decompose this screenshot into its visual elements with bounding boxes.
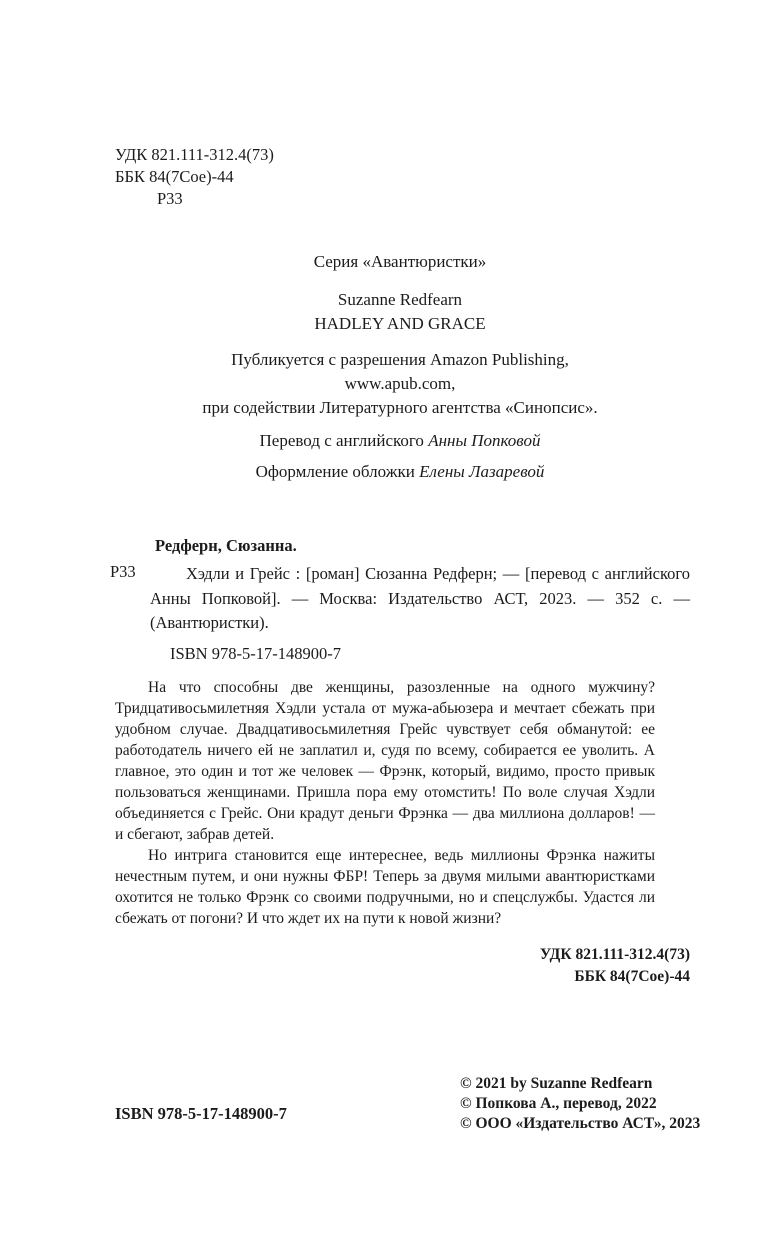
- translator-name: Анны Попковой: [428, 431, 541, 450]
- bbk-code-bottom: ББК 84(7Сое)-44: [574, 968, 690, 985]
- catalog-author: Редферн, Сюзанна.: [155, 536, 297, 555]
- footer-isbn: ISBN 978-5-17-148900-7: [115, 1104, 287, 1123]
- translator-credit-label: Перевод с английского: [259, 431, 429, 450]
- cover-designer-credit: [110, 461, 690, 483]
- original-author: Suzanne Redfearn: [337, 290, 463, 309]
- copyright-block: [460, 1074, 700, 1134]
- udk-code-top: УДК 821.111-312.4(73): [115, 145, 274, 164]
- catalog-entry: Хэдли и Грейс : [роман] Сюзанна Редферн; — [перевод с английского Анны Попковой]. — Москва: Издательство АСТ, 2023. — 352 с. — (Авантюристки).: [150, 564, 690, 632]
- annotation-paragraph-1: На что способны две женщины, разозленные на одного мужчину? Тридцативосьмилетняя Хэдли устала от мужа-абьюзера и мечтает сбежать при удобном случае. Двадцативосьмилетняя Грейс чувствует себя обманутой: ее работодатель ничего ей не заплатил и, судя по всему, собирается ее уволить. А главное, это один и тот же человек — Фрэнк, который, видимо, просто привык пользоваться женщинами. Пришла пора ему отомстить! По воле случая Хэдли объединяется с Грейс. Они крадут деньги Фрэнка — два миллиона долларов! — и сбегают, забрав детей.: [115, 679, 655, 843]
- catalog-isbn: ISBN 978-5-17-148900-7: [170, 644, 341, 663]
- rights-note-line: при содействии Литературного агентства «Синопсис».: [202, 398, 598, 417]
- copyright-line-original: © 2021 by Suzanne Redfearn: [460, 1075, 653, 1092]
- copyright-line-publisher: © ООО «Издательство АСТ», 2023: [460, 1115, 701, 1132]
- bottom-codes-block: [115, 944, 690, 988]
- annotation-paragraph-2: Но интрига становится еще интереснее, ведь миллионы Фрэнка нажиты нечестным путем, и они нужны ФБР! Теперь за двумя милыми авантюристками охотится не только Фрэнк со своими подручными, но и спецслужбы. Удастся ли сбежать от погони? И что ждет их на пути к новой жизни?: [115, 847, 655, 927]
- original-title: HADLEY AND GRACE: [314, 314, 486, 333]
- catalog-author-sign: Р33: [110, 562, 136, 581]
- translator-credit: [110, 430, 690, 452]
- author-sign-top: Р33: [157, 189, 183, 208]
- cover-designer-name: Елены Лазаревой: [419, 462, 545, 481]
- rights-note-line: Публикуется с разрешения Amazon Publishing,: [231, 350, 569, 369]
- annotation-block: [115, 677, 655, 929]
- top-codes-block: [115, 144, 274, 210]
- bbk-code-top: ББК 84(7Сое)-44: [115, 167, 234, 186]
- copyright-line-translation: © Попкова А., перевод, 2022: [460, 1095, 657, 1112]
- udk-code-bottom: УДК 821.111-312.4(73): [539, 946, 690, 963]
- rights-note-line: www.apub.com,: [344, 374, 456, 393]
- original-edition-block: [110, 288, 690, 336]
- cover-credit-label: Оформление обложки: [255, 462, 420, 481]
- credits-block: [110, 430, 690, 492]
- series-title: Серия «Авантюристки»: [313, 252, 487, 271]
- rights-note-block: [110, 348, 690, 420]
